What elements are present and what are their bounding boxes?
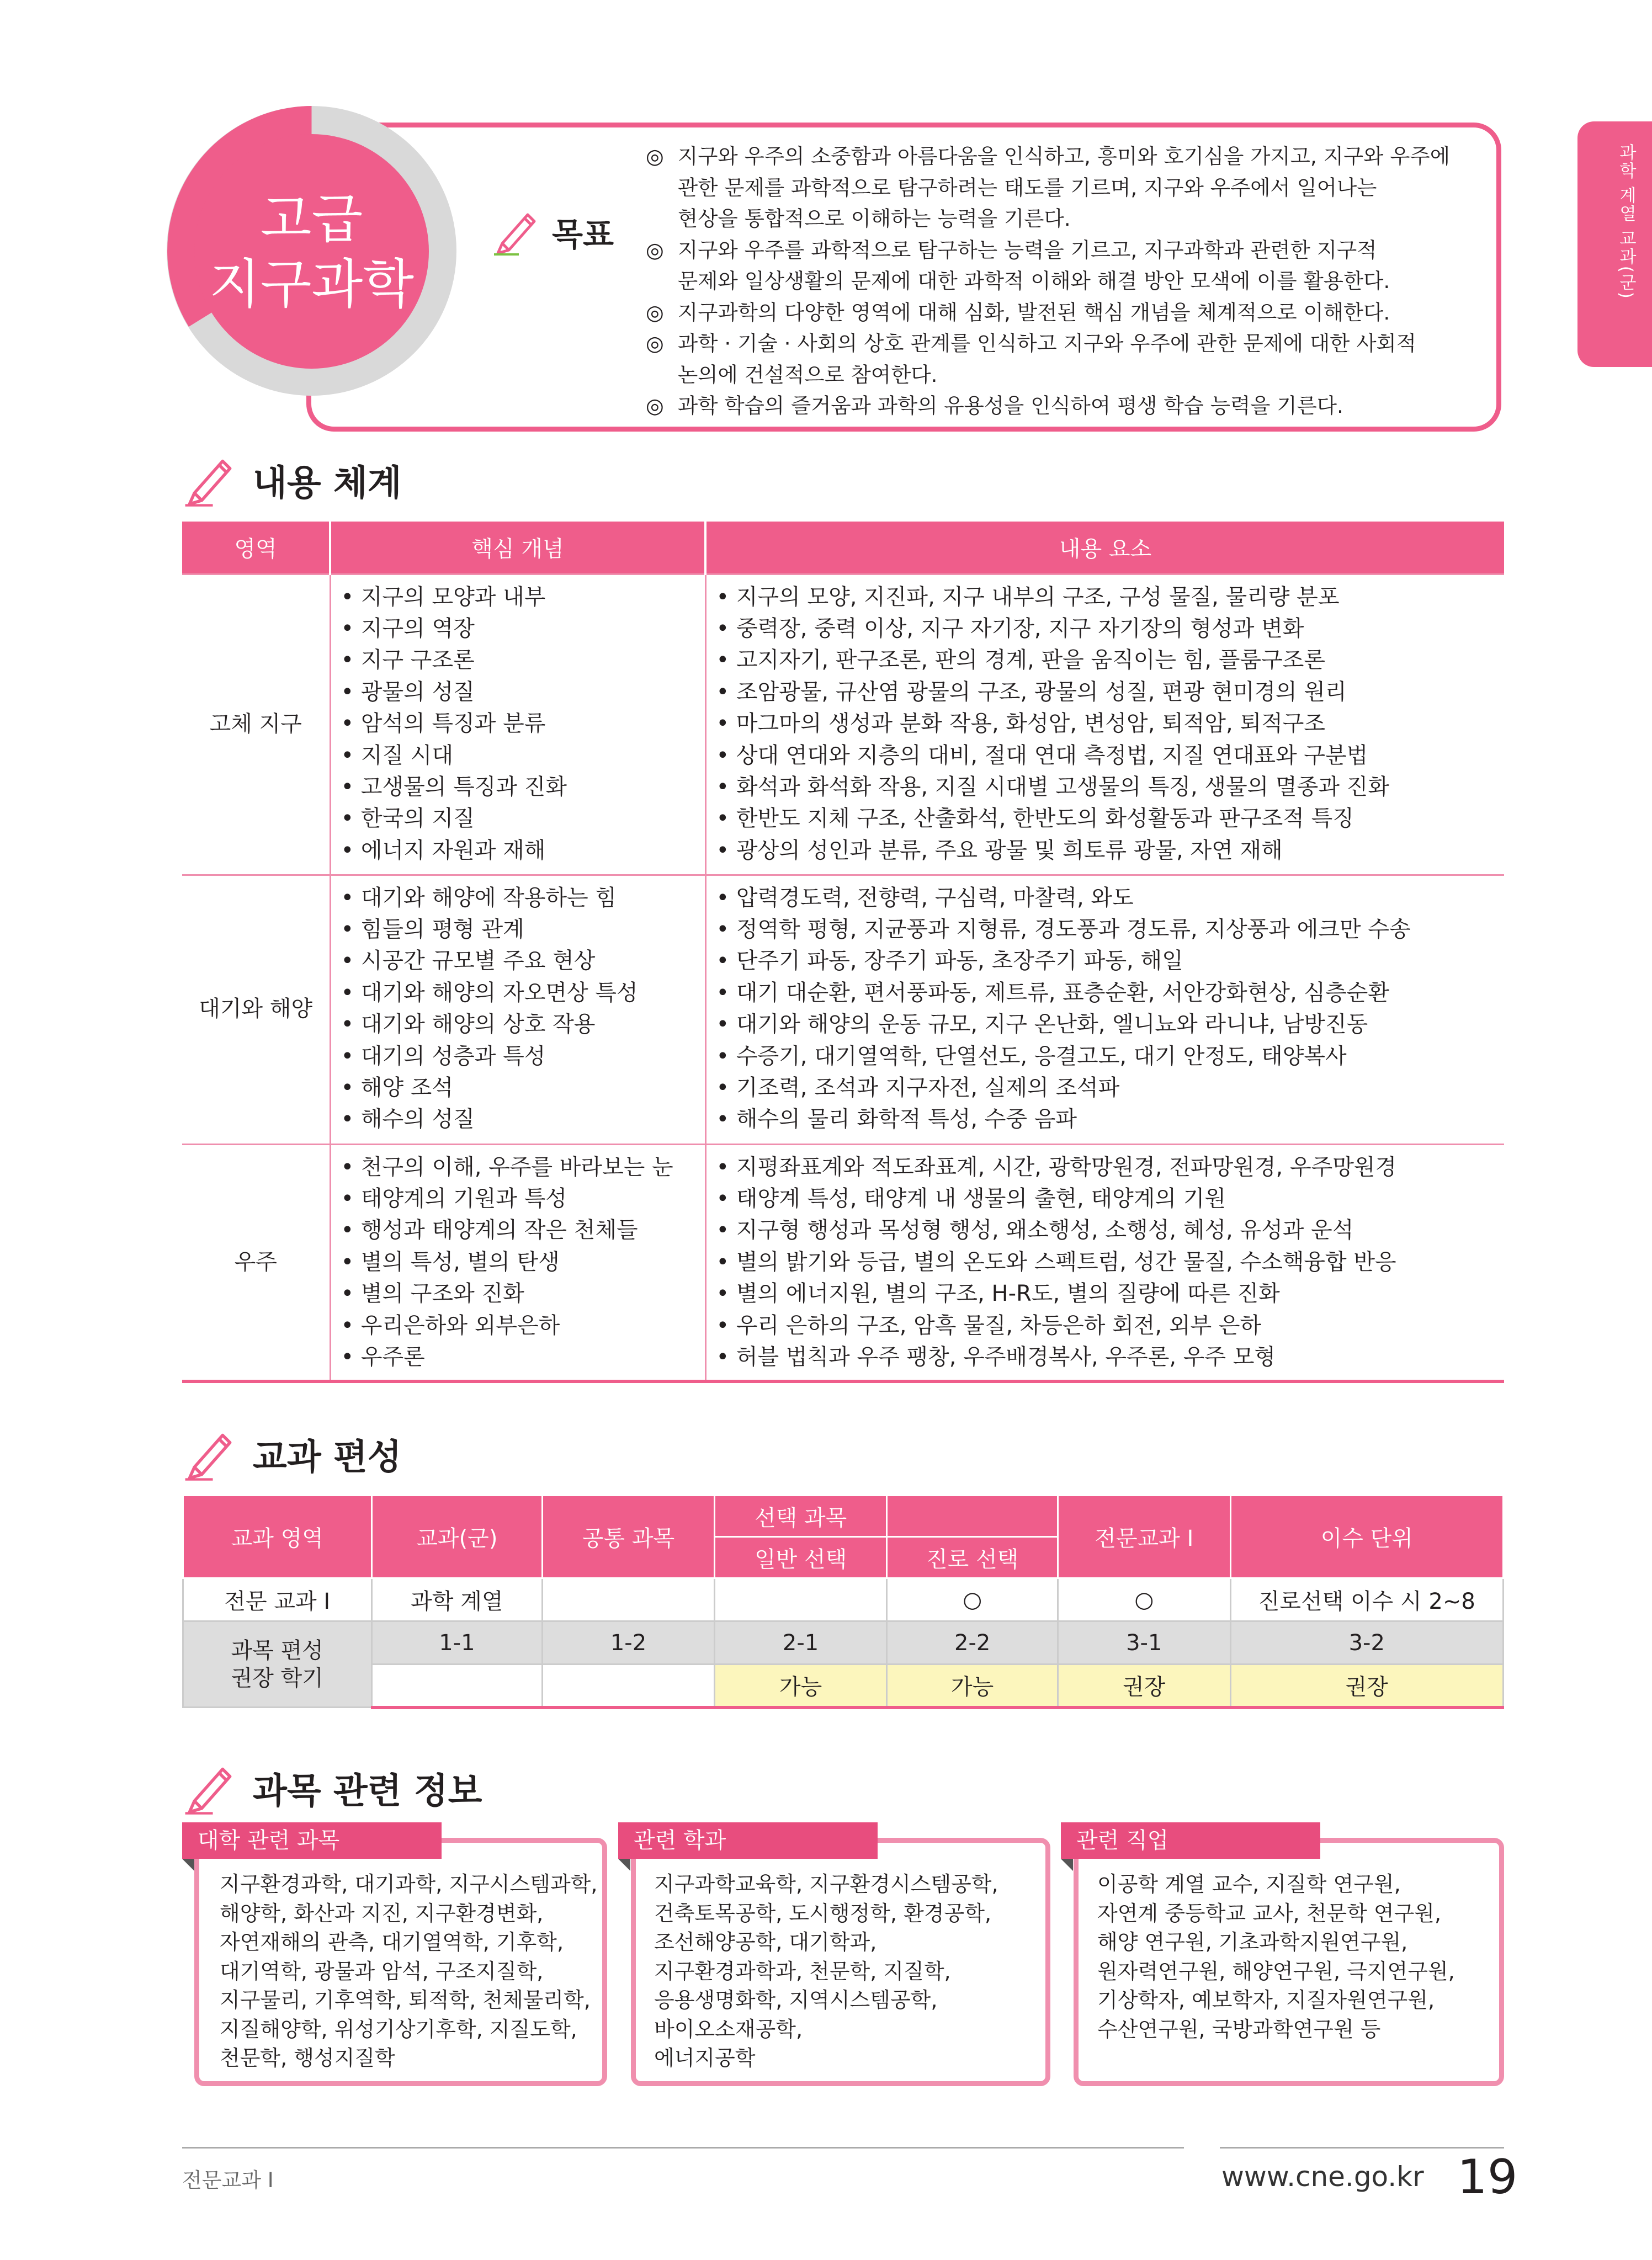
column-header: 공통 과목 (543, 1496, 715, 1578)
table-row (183, 1665, 1504, 1708)
info-body (654, 1870, 998, 2073)
pencil-icon (491, 207, 541, 257)
info-line: 지구과학교육학, 지구환경시스템공학, (654, 1872, 998, 1896)
info-line: 지구환경과학과, 천문학, 지질학, (654, 1959, 951, 1984)
list-item: • 고지자기, 판구조론, 판의 경계, 판을 움직이는 힘, 플룸구조론 (716, 647, 1326, 673)
list-item: • 광상의 성인과 분류, 주요 광물 및 희토류 광물, 자연 재해 (716, 837, 1283, 863)
list-item: • 지구의 역장 (341, 615, 475, 641)
subject-title-line1: 고급 (260, 188, 363, 250)
footer-label: 전문교과 Ⅰ (182, 2168, 274, 2192)
list-item: • 지구 구조론 (341, 647, 475, 673)
goal-heading (491, 207, 614, 257)
content-system-table (182, 522, 1504, 1383)
list-item: • 지질 시대 (341, 742, 454, 768)
info-line: 자연재해의 관측, 대기열역학, 기후학, (220, 1930, 564, 1954)
concepts-cell (330, 574, 705, 875)
semester-cell: 2-2 (887, 1621, 1058, 1665)
concepts-cell (330, 875, 705, 1144)
tag-fold (618, 1859, 630, 1871)
goal-item: ◎ 지구와 우주의 소중함과 아름다움을 인식하고, 흥미와 호기심을 가지고, 지구와 우주에 관한 문제를 과학적으로 탐구하려는 태도를 기르며, 지구와 우주에서 일어나는 현상을 통합적으로 이해하는 능력을 기른다. (646, 144, 1450, 231)
table-cell: 과목 편성 권장 학기 (183, 1621, 372, 1708)
goal-item: ◎ 과학 · 기술 · 사회의 상호 관계를 인식하고 지구와 우주에 관한 문제에 대한 사회적 논의에 건설적으로 참여한다. (646, 331, 1416, 387)
info-line: 지구물리, 기후역학, 퇴적학, 천체물리학, (220, 1988, 591, 2012)
info-line: 바이오소재공학, (654, 2017, 803, 2041)
list-item: • 대기와 해양의 상호 작용 (341, 1012, 596, 1038)
elements-cell (705, 574, 1504, 875)
list-item: • 중력장, 중력 이상, 지구 자기장, 지구 자기장의 형성과 변화 (716, 615, 1304, 641)
elements-cell (705, 1144, 1504, 1381)
list-item: • 암석의 특징과 분류 (341, 711, 546, 737)
column-header: 전문교과 I (1058, 1496, 1230, 1578)
list-item: • 별의 특성, 별의 탄생 (341, 1249, 560, 1275)
list-item: • 천구의 이해, 우주를 바라보는 눈 (341, 1154, 673, 1180)
list-item: • 압력경도력, 전향력, 구심력, 마찰력, 와도 (716, 885, 1134, 911)
list-item: • 지구의 모양과 내부 (341, 584, 546, 610)
info-line: 자연계 중등학교 교사, 천문학 연구원, (1097, 1901, 1442, 1926)
list-item: • 지평좌표계와 적도좌표계, 시간, 광학망원경, 전파망원경, 우주망원경 (716, 1154, 1397, 1180)
column-header: 선택 과목 (714, 1496, 887, 1537)
area-cell: 우주 (182, 1144, 330, 1381)
info-line: 기상학자, 예보학자, 지질자원연구원, (1097, 1988, 1435, 2012)
goal-item: ◎ 지구와 우주를 과학적으로 탐구하는 능력을 기르고, 지구과학과 관련한 지구적 문제와 일상생활의 문제에 대한 과학적 이해와 해결 방안 모색에 이를 활용한다. (646, 237, 1390, 293)
area-cell: 대기와 해양 (182, 875, 330, 1144)
list-item: • 태양계의 기원과 특성 (341, 1185, 567, 1211)
goal-label: 목표 (552, 216, 614, 253)
list-item: • 해양 조석 (341, 1075, 454, 1100)
side-tab-label: 과학 계열 교과(군) (1616, 143, 1636, 300)
semester-cell: 2-1 (714, 1621, 887, 1665)
list-item: • 조암광물, 규산염 광물의 구조, 광물의 성질, 편광 현미경의 원리 (716, 679, 1347, 705)
footer-rule (1220, 2147, 1504, 2149)
recommend-cell: 권장 (1230, 1665, 1503, 1708)
table-cell (714, 1578, 887, 1621)
column-header: 교과 영역 (183, 1496, 372, 1578)
table-cell: 과학 계열 (371, 1578, 543, 1621)
table-cell: ○ (1058, 1578, 1230, 1621)
list-item: • 기조력, 조석과 지구자전, 실제의 조석파 (716, 1075, 1120, 1100)
page-number: 19 (1457, 2150, 1518, 2205)
title-circle (194, 134, 429, 369)
list-item: • 행성과 태양계의 작은 천체들 (341, 1217, 638, 1243)
recommend-cell (543, 1665, 715, 1708)
table-row (183, 1621, 1504, 1665)
info-body (1097, 1870, 1455, 2044)
info-line: 해양학, 화산과 지진, 지구환경변화, (220, 1901, 544, 1926)
pencil-icon (182, 1761, 237, 1816)
curriculum-table (182, 1495, 1504, 1709)
list-item: • 별의 밝기와 등급, 별의 온도와 스펙트럼, 성간 물질, 수소핵융합 반응 (716, 1249, 1396, 1275)
info-line: 천문학, 행성지질학 (220, 2046, 395, 2070)
info-line: 해양 연구원, 기초과학지원연구원, (1097, 1930, 1408, 1954)
list-item: • 지구형 행성과 목성형 행성, 왜소행성, 소행성, 혜성, 유성과 운석 (716, 1217, 1354, 1243)
section-title: 교과 편성 (253, 1437, 402, 1478)
section-heading-info (182, 1761, 482, 1816)
column-header: 교과(군) (371, 1496, 543, 1578)
list-item: • 시공간 규모별 주요 현상 (341, 948, 596, 974)
semester-cell: 1-2 (543, 1621, 715, 1665)
info-tag: 관련 학과 (618, 1822, 878, 1859)
table-row (182, 875, 1504, 1144)
info-line: 에너지공학 (654, 2046, 756, 2070)
footer-rule (182, 2147, 1184, 2149)
list-item: • 대기 대순환, 편서풍파동, 제트류, 표층순환, 서안강화현상, 심층순환 (716, 980, 1389, 1006)
section-heading-content (182, 453, 402, 508)
info-line: 건축토목공학, 도시행정학, 환경공학, (654, 1901, 992, 1926)
info-line: 조선해양공학, 대기학과, (654, 1930, 877, 1954)
list-item: • 허블 법칙과 우주 팽창, 우주배경복사, 우주론, 우주 모형 (716, 1344, 1276, 1370)
goal-item: ◎ 지구과학의 다양한 영역에 대해 심화, 발전된 핵심 개념을 체계적으로 이해한다. (646, 300, 1390, 325)
column-header-blank (887, 1496, 1058, 1537)
table-header-row (182, 522, 1504, 574)
list-item: • 우리은하와 외부은하 (341, 1312, 560, 1338)
info-line: 원자력연구원, 해양연구원, 극지연구원, (1097, 1959, 1455, 1984)
list-item: • 수증기, 대기열역학, 단열선도, 응결고도, 대기 안정도, 태양복사 (716, 1043, 1347, 1069)
list-item: • 정역학 평형, 지균풍과 지형류, 경도풍과 경도류, 지상풍과 에크만 수송 (716, 916, 1411, 942)
list-item: • 우주론 (341, 1344, 425, 1370)
recommend-cell: 가능 (714, 1665, 887, 1708)
tag-fold (182, 1859, 194, 1871)
list-item: • 우리 은하의 구조, 암흑 물질, 차등은하 회전, 외부 은하 (716, 1312, 1262, 1338)
info-body (220, 1870, 597, 2073)
column-header: 이수 단위 (1230, 1496, 1503, 1578)
section-heading-curriculum (182, 1427, 402, 1482)
list-item: • 해수의 물리 화학적 특성, 수중 음파 (716, 1107, 1077, 1132)
semester-cell: 3-1 (1058, 1621, 1230, 1665)
recommend-cell: 가능 (887, 1665, 1058, 1708)
section-title: 과목 관련 정보 (253, 1771, 482, 1812)
area-cell: 고체 지구 (182, 574, 330, 875)
list-item: • 화석과 화석화 작용, 지질 시대별 고생물의 특징, 생물의 멸종과 진화 (716, 774, 1389, 800)
info-tag: 관련 직업 (1061, 1822, 1320, 1859)
list-item: • 대기와 해양에 작용하는 힘 (341, 885, 617, 911)
elements-cell (705, 875, 1504, 1144)
column-header: 핵심 개념 (330, 522, 705, 574)
table-row (182, 574, 1504, 875)
info-line: 이공학 계열 교수, 지질학 연구원, (1097, 1872, 1401, 1896)
goal-item: ◎ 과학 학습의 즐거움과 과학의 유용성을 인식하여 평생 학습 능력을 기른다. (646, 393, 1343, 418)
list-item: • 한반도 지체 구조, 산출화석, 한반도의 화성활동과 판구조적 특징 (716, 806, 1354, 832)
recommend-cell (371, 1665, 543, 1708)
list-item: • 대기와 해양의 자오면상 특성 (341, 980, 638, 1006)
list-item: • 한국의 지질 (341, 806, 475, 832)
footer-url[interactable]: www.cne.go.kr (1221, 2161, 1424, 2193)
list-item: • 에너지 자원과 재해 (341, 837, 546, 863)
recommend-cell: 권장 (1058, 1665, 1230, 1708)
info-line: 응용생명화학, 지역시스템공학, (654, 1988, 938, 2012)
column-header: 일반 선택 (714, 1537, 887, 1578)
list-item: • 해수의 성질 (341, 1107, 475, 1132)
column-header: 진로 선택 (887, 1537, 1058, 1578)
info-line: 지질해양학, 위성기상기후학, 지질도학, (220, 2017, 577, 2041)
side-tab (1577, 121, 1652, 367)
list-item: • 마그마의 생성과 분화 작용, 화성암, 변성암, 퇴적암, 퇴적구조 (716, 711, 1326, 737)
info-line: 지구환경과학, 대기과학, 지구시스템과학, (220, 1872, 598, 1896)
list-item: • 대기와 해양의 운동 규모, 지구 온난화, 엘니뇨와 라니냐, 남방진동 (716, 1012, 1368, 1038)
info-tag: 대학 관련 과목 (182, 1822, 442, 1859)
table-cell: ○ (887, 1578, 1058, 1621)
list-item: • 광물의 성질 (341, 679, 475, 705)
concepts-cell (330, 1144, 705, 1381)
subject-title-line2: 지구과학 (209, 253, 414, 315)
table-row (183, 1578, 1504, 1621)
list-item: • 별의 구조와 진화 (341, 1281, 524, 1307)
table-cell (543, 1578, 715, 1621)
list-item: • 지구의 모양, 지진파, 지구 내부의 구조, 구성 물질, 물리량 분포 (716, 584, 1340, 610)
list-item: • 고생물의 특징과 진화 (341, 774, 567, 800)
table-cell: 진로선택 이수 시 2~8 (1230, 1578, 1503, 1621)
pencil-icon (182, 1427, 237, 1482)
list-item: • 대기의 성층과 특성 (341, 1043, 546, 1069)
goal-list (646, 141, 1496, 422)
table-cell: 전문 교과 I (183, 1578, 372, 1621)
info-line: 수산연구원, 국방과학연구원 등 (1097, 2017, 1381, 2041)
list-item: • 태양계 특성, 태양계 내 생물의 출현, 태양계의 기원 (716, 1185, 1226, 1211)
section-title: 내용 체계 (253, 463, 402, 504)
column-header: 영역 (182, 522, 330, 574)
list-item: • 상대 연대와 지층의 대비, 절대 연대 측정법, 지질 연대표와 구분법 (716, 742, 1368, 768)
table-row (182, 1144, 1504, 1381)
pencil-icon (182, 453, 237, 508)
column-header: 내용 요소 (705, 522, 1504, 574)
list-item: • 힘들의 평형 관계 (341, 916, 524, 942)
list-item: • 별의 에너지원, 별의 구조, H-R도, 별의 질량에 따른 진화 (716, 1281, 1280, 1307)
list-item: • 단주기 파동, 장주기 파동, 초장주기 파동, 해일 (716, 948, 1183, 974)
tag-fold (1061, 1859, 1073, 1871)
semester-cell: 1-1 (371, 1621, 543, 1665)
semester-cell: 3-2 (1230, 1621, 1503, 1665)
info-line: 대기역학, 광물과 암석, 구조지질학, (220, 1959, 544, 1984)
